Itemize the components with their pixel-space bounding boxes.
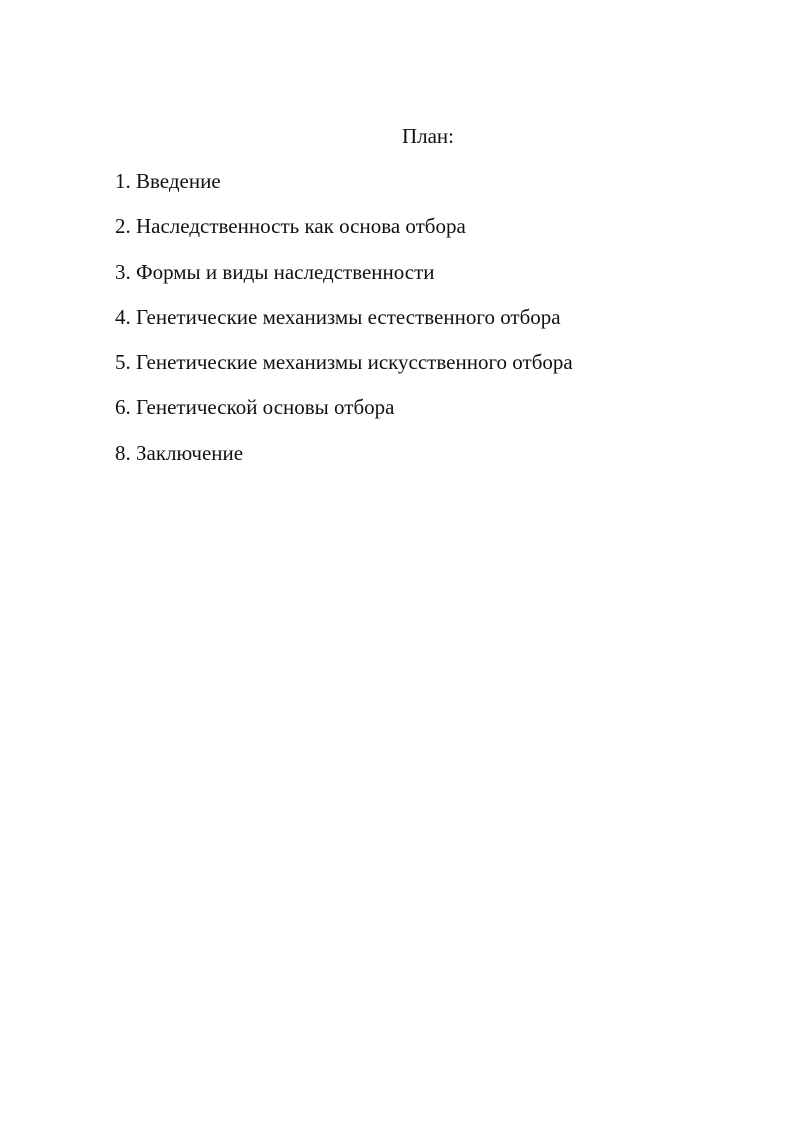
plan-title: План: — [401, 124, 455, 148]
plan-item-natural-selection: 4. Генетические механизмы естественного отбора — [115, 304, 561, 329]
plan-item-genetic-basis: 6. Генетической основы отбора — [115, 395, 395, 420]
plan-item-conclusion: 8. Заключение — [115, 440, 244, 465]
plan-list — [115, 166, 573, 483]
plan-item-artificial-selection: 5. Генетические механизмы искусственного отбора — [115, 350, 573, 375]
plan-item-introduction: 1. Введение — [115, 169, 221, 193]
plan-item-heredity-forms: 3. Формы и виды наследственности — [115, 259, 435, 284]
plan-item-heredity-basis: 2. Наследственность как основа отбора — [115, 214, 466, 239]
